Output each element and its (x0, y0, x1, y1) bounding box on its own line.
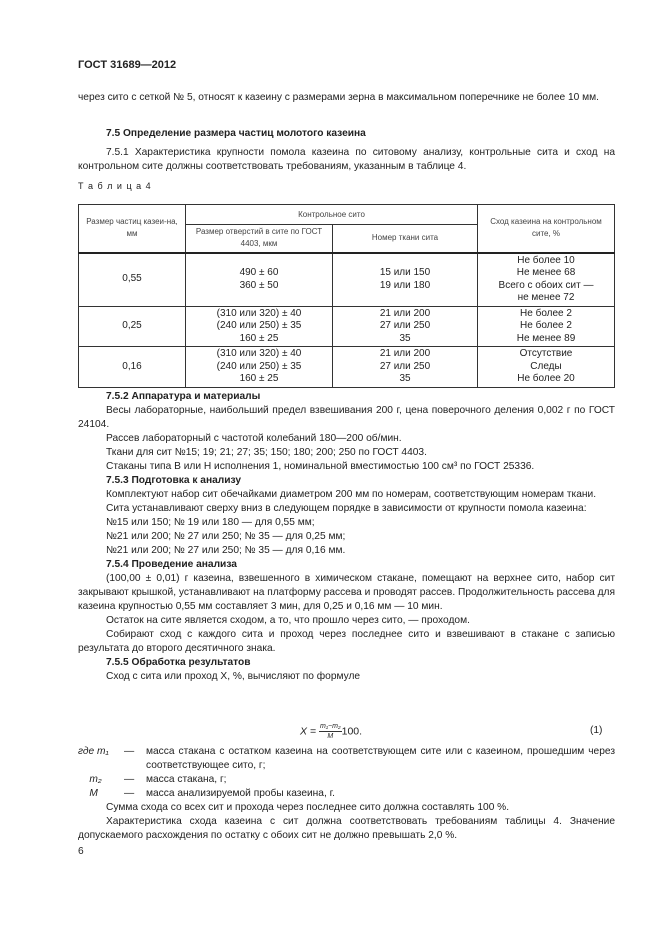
formula (300, 722, 362, 741)
paragraph: Сита устанавливают сверху вниз в следующем порядке в зависимости от крупности помола казеина: (106, 503, 587, 514)
intro-paragraph: через сито с сеткой № 5, относят к казеину с размерами зерна в максимальном поперечнике не более 10 мм. (78, 92, 599, 103)
definition-dash: — (124, 774, 135, 785)
paragraph: Сумма схода со всех сит и прохода через последнее сито должна составлять 100 %. (106, 802, 510, 813)
definition-row (78, 773, 615, 787)
header-openings: Размер отверстий в сите по ГОСТ 4403, мкм (186, 225, 333, 253)
formula-fraction (319, 722, 342, 741)
section-7-5-title: 7.5 Определение размера частиц молотого казеина (106, 128, 366, 139)
paragraph: №21 или 200; № 27 или 250; № 35 — для 0,25 мм; (106, 531, 346, 542)
section-7-5-3-title: 7.5.3 Подготовка к анализу (106, 475, 242, 486)
cell-number: 21 или 200 27 или 250 35 (333, 347, 478, 388)
cell-openings: (310 или 320) ± 40 (240 или 250) ± 35 160 ± 25 (186, 347, 333, 388)
section-7-5-5-title: 7.5.5 Обработка результатов (106, 657, 251, 668)
definition-text: масса стакана с остатком казеина на соответствующем сите или с казеином, прошедшим через соответствующее сито, г; (146, 746, 615, 771)
paragraph: Собирают сход с каждого сита и проход через последнее сито и взвешивают в стакане с записью результата до второго десятичного знака. (78, 629, 615, 654)
definition-row (78, 745, 615, 773)
page-number: 6 (78, 846, 84, 857)
definition-text: масса анализируемой пробы казеина, г. (146, 788, 335, 799)
section-7-5-4-title: 7.5.4 Проведение анализа (106, 559, 237, 570)
table-row (79, 347, 615, 388)
formula-lhs: X = (300, 725, 317, 738)
definition-dash: — (124, 788, 135, 799)
cell-size: 0,55 (79, 253, 186, 307)
cell-openings: (310 или 320) ± 40 (240 или 250) ± 35 160 ± 25 (186, 306, 333, 347)
cell-yield: Не более 10 Не менее 68 Всего с обоих сит — не менее 72 (478, 253, 615, 307)
paragraph: (100,00 ± 0,01) г казеина, взвешенного в химическом стакане, помещают на верхнее сито, набор сит закрывают крышкой, устанавливают на платформу рассева и проводят рассев. Продолжительность рассева для казеина крупностью 0,55 мм составляет 3 мин, для 0,25 и 0,16 мм — 10 мин. (78, 573, 615, 612)
formula-tail: 100. (341, 725, 363, 738)
cell-number: 21 или 200 27 или 250 35 (333, 306, 478, 347)
header-yield: Сход казеина на контрольном сите, % (478, 205, 615, 253)
paragraph: Комплектуют набор сит обечайками диаметром 200 мм по номерам, соответствующим номерам ткани. (106, 489, 597, 500)
formula-denominator: M (327, 733, 334, 740)
equation-number: (1) (590, 725, 603, 736)
paragraph: Остаток на сите является сходом, а то, что прошло через сито, — проходом. (106, 615, 470, 626)
section-7-5-2-title: 7.5.2 Аппаратура и материалы (106, 391, 261, 402)
table-row (79, 253, 615, 307)
paragraph: №15 или 150; № 19 или 180 — для 0,55 мм; (106, 517, 315, 528)
header-number: Номер ткани сита (333, 225, 478, 253)
cell-size: 0,25 (79, 306, 186, 347)
paragraph: Рассев лабораторный с частотой колебаний 180—200 об/мин. (106, 433, 402, 444)
formula-numerator: m₁−m₂ (319, 723, 341, 730)
definition-symbol: M (78, 788, 98, 799)
cell-yield: Не более 2 Не более 2 Не менее 89 (478, 306, 615, 347)
cell-openings: 490 ± 60 360 ± 50 (186, 253, 333, 307)
definition-symbol: m₂ (78, 774, 102, 785)
paragraph: №21 или 200; № 27 или 250; № 35 — для 0,16 мм. (106, 545, 346, 556)
definitions (78, 745, 615, 843)
definition-symbol: где m₁ (78, 746, 109, 757)
paragraph: Весы лабораторные, наибольший предел взвешивания 200 г, цена поверочного деления 0,002 г по ГОСТ 24104. (78, 405, 615, 430)
sections-body (78, 390, 615, 684)
section-7-5-5-intro: Сход с сита или проход X, %, вычисляют по формуле (106, 671, 361, 682)
paragraph: Характеристика схода казеина с сит должна соответствовать требованиям таблицы 4. Значение допускаемого расхождения по остатку с обоих сит не должно превышать 2,0 %. (78, 816, 615, 841)
definition-dash: — (124, 746, 135, 757)
table-4 (78, 204, 615, 388)
document-header: ГОСТ 31689—2012 (78, 59, 177, 71)
paragraph: Ткани для сит №15; 19; 21; 27; 35; 150; 180; 200; 250 по ГОСТ 4403. (106, 447, 427, 458)
cell-yield: Отсутствие Следы Не более 20 (478, 347, 615, 388)
table-row (79, 306, 615, 347)
definition-text: масса стакана, г; (146, 774, 227, 785)
section-7-5-1-text: 7.5.1 Характеристика крупности помола казеина по ситовому анализу, контрольные сита и сход на контрольном сите должны соответствовать требованиям, указанным в таблице 4. (78, 147, 615, 172)
cell-size: 0,16 (79, 347, 186, 388)
header-size: Размер частиц казеи-на, мм (79, 205, 186, 253)
cell-number: 15 или 150 19 или 180 (333, 253, 478, 307)
definition-row (78, 787, 615, 801)
header-control-sieve: Контрольное сито (186, 205, 478, 225)
paragraph: Стаканы типа В или Н исполнения 1, номинальной вместимостью 100 см³ по ГОСТ 25336. (106, 461, 535, 472)
table-caption: Т а б л и ц а 4 (78, 181, 152, 191)
